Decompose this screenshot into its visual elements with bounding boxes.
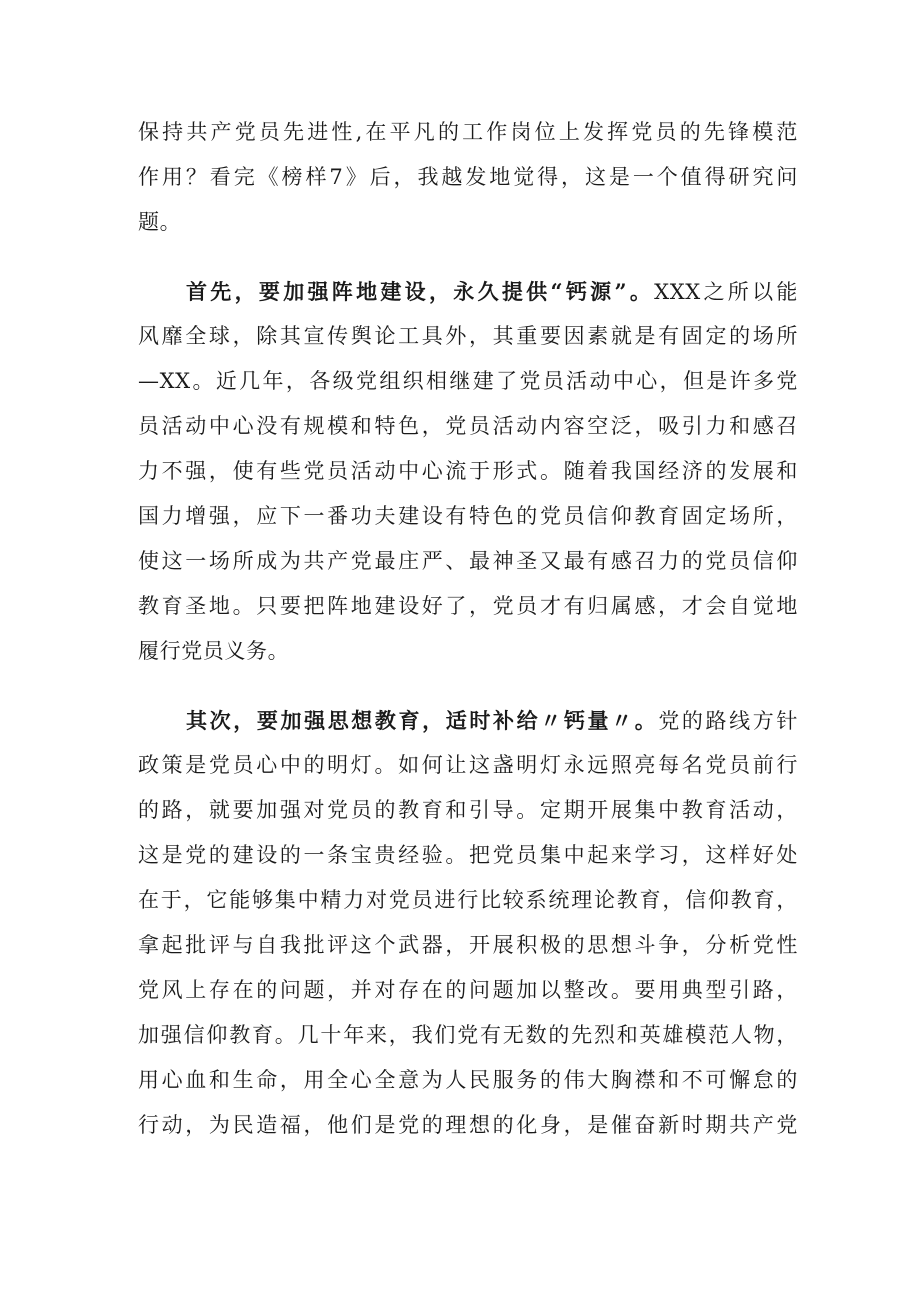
text-line: 题。 <box>138 210 182 234</box>
paragraph-3 <box>138 698 798 1148</box>
text-line: 在于，它能够集中精力对党员进行比较系统理论教育，信仰教育， <box>138 888 798 912</box>
text-line: 教育圣地。只要把阵地建设好了，党员才有归属感，才会自觉地 <box>138 594 798 618</box>
text-line: 履行党员义务。 <box>138 639 290 663</box>
paragraph-1 <box>138 110 798 245</box>
bold-heading-phrase: 其次，要加强思想教育，适时补给〃钙量〃。 <box>186 708 659 733</box>
text-line: 行动，为民造福，他们是党的理想的化身，是催奋新时期共产党 <box>138 1113 798 1137</box>
text-line <box>138 698 798 743</box>
text-line: —XX。近几年，各级党组织相继建了党员活动中心，但是许多党 <box>138 369 798 393</box>
text-line: 力不强，使有些党员活动中心流于形式。随着我国经济的发展和 <box>138 459 798 483</box>
text-line: 党风上存在的问题，并对存在的问题加以整改。要用典型引路， <box>138 978 798 1002</box>
text-segment: 党的路线方针 <box>658 709 798 733</box>
paragraph-spacer <box>138 674 798 698</box>
text-line: 保持共产党员先进性,在平凡的工作岗位上发挥党员的先锋模范 <box>138 120 798 144</box>
text-segment: XXX之所以能 <box>654 280 798 304</box>
text-line: 用心血和生命，用全心全意为人民服务的伟大胸襟和不可懈怠的 <box>138 1068 798 1092</box>
document-body <box>138 110 798 1148</box>
paragraph-2 <box>138 269 798 674</box>
text-line: 员活动中心没有规模和特色，党员活动内容空泛，吸引力和感召 <box>138 414 798 438</box>
text-line: 风靡全球，除其宣传舆论工具外，其重要因素就是有固定的场所 <box>138 324 798 348</box>
text-line: 拿起批评与自我批评这个武器，开展积极的思想斗争，分析党性 <box>138 933 798 957</box>
paragraph-spacer <box>138 245 798 269</box>
text-line: 作用？看完《榜样7》后，我越发地觉得，这是一个值得研究问 <box>138 165 798 189</box>
text-line: 政策是党员心中的明灯。如何让这盏明灯永远照亮每名党员前行 <box>138 753 798 777</box>
text-line <box>138 269 798 314</box>
text-line: 国力增强，应下一番功夫建设有特色的党员信仰教育固定场所， <box>138 504 798 528</box>
text-line: 这是党的建设的一条宝贵经验。把党员集中起来学习，这样好处 <box>138 843 798 867</box>
text-line: 的路，就要加强对党员的教育和引导。定期开展集中教育活动， <box>138 798 798 822</box>
bold-heading-phrase: 首先，要加强阵地建设，永久提供“钙源”。 <box>186 279 655 304</box>
text-line: 使这一场所成为共产党最庄严、最神圣又最有感召力的党员信仰 <box>138 549 798 573</box>
text-line: 加强信仰教育。几十年来，我们党有无数的先烈和英雄模范人物， <box>138 1023 798 1047</box>
